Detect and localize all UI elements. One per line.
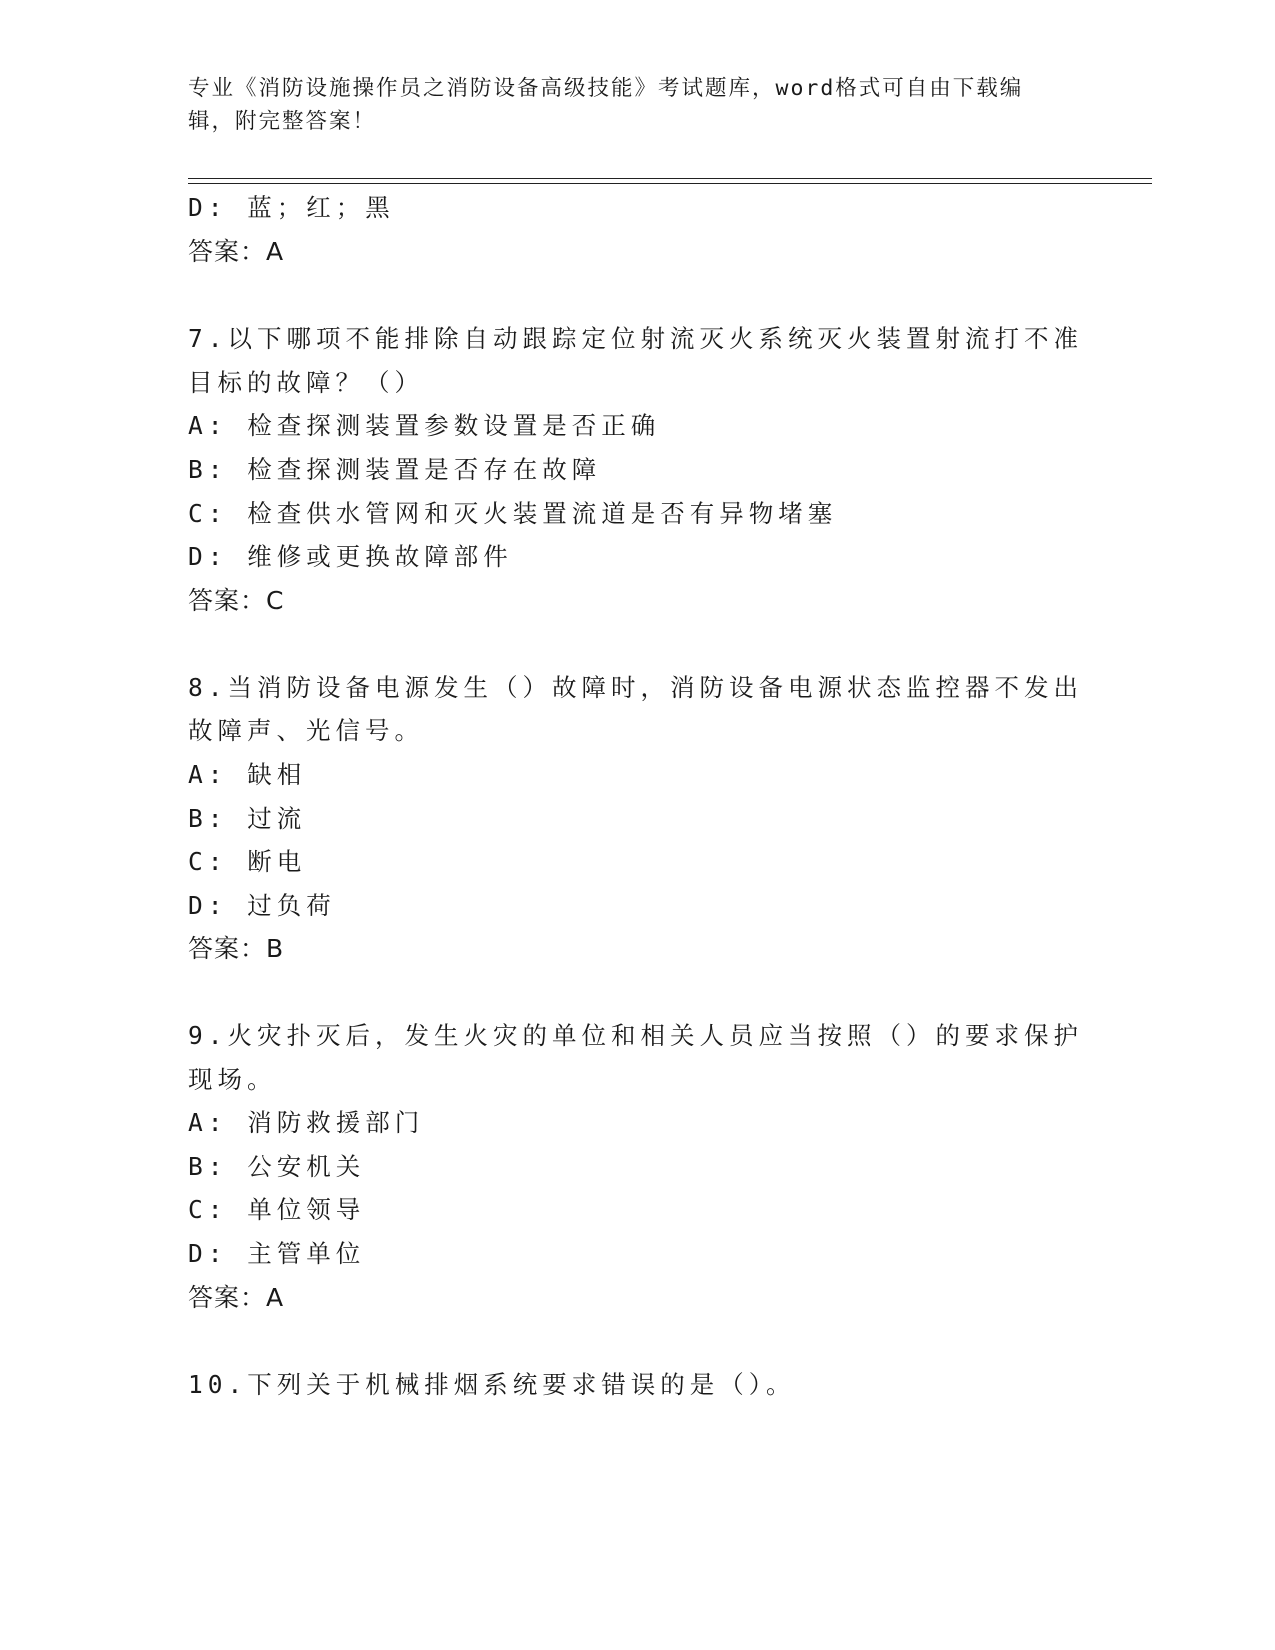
option-d: D: 蓝；红；黑: [188, 193, 395, 222]
question-9-answer: 答案：A: [188, 1283, 285, 1312]
question-10-stem: 10.下列关于机械排烟系统要求错误的是（）。: [188, 1370, 796, 1399]
question-8-option-c: C: 断电: [188, 847, 307, 876]
question-7-stem: 7.以下哪项不能排除自动跟踪定位射流灭火系统灭火装置射流打不准: [188, 324, 1083, 353]
question-9-option-b: B: 公安机关: [188, 1152, 366, 1181]
question-9-option-a: A: 消防救援部门: [188, 1108, 425, 1137]
question-7-option-c: C: 检查供水管网和灭火装置流道是否有异物堵塞: [188, 499, 838, 528]
header-divider: [188, 178, 1152, 179]
question-9-stem: 9.火灾扑灭后，发生火灾的单位和相关人员应当按照（）的要求保护: [188, 1021, 1083, 1050]
question-7-option-a: A: 检查探测装置参数设置是否正确: [188, 411, 661, 440]
question-9-stem-cont: 现场。: [188, 1065, 277, 1094]
question-8-option-b: B: 过流: [188, 804, 307, 833]
header-divider-double: [188, 183, 1152, 184]
question-8-answer: 答案：B: [188, 934, 285, 963]
question-9-option-c: C: 单位领导: [188, 1195, 366, 1224]
document-header: 专业《消防设施操作员之消防设备高级技能》考试题库，word格式可自由下载编辑，附完整答案！: [188, 76, 1024, 134]
question-8-option-a: A: 缺相: [188, 760, 307, 789]
question-8-option-d: D: 过负荷: [188, 891, 336, 920]
question-7-option-d: D: 维修或更换故障部件: [188, 542, 513, 571]
answer: 答案：A: [188, 237, 285, 266]
question-8-stem-cont: 故障声、光信号。: [188, 716, 424, 745]
question-7-answer: 答案：C: [188, 586, 285, 615]
question-8-stem: 8.当消防设备电源发生（）故障时，消防设备电源状态监控器不发出: [188, 673, 1083, 702]
question-7-stem-cont: 目标的故障？（）: [188, 368, 424, 397]
question-7-option-b: B: 检查探测装置是否存在故障: [188, 455, 602, 484]
question-9-option-d: D: 主管单位: [188, 1239, 366, 1268]
